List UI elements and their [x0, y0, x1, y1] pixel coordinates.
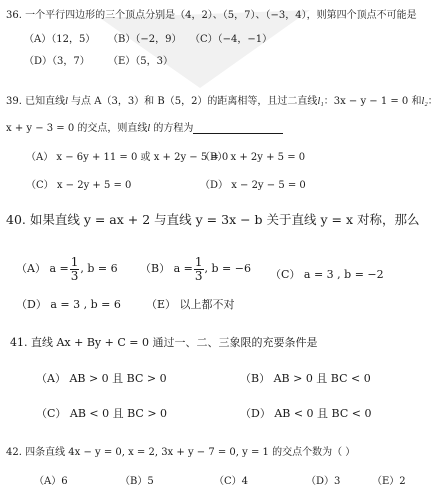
q39-option-a: （A） x − 6y + 11 = 0 或 x + 2y − 5 = 0 [26, 152, 229, 163]
fraction-one-third: $\frac{1}{3}$ [194, 255, 203, 283]
q42-option-b: （B）5 [120, 476, 154, 487]
answer-blank [193, 123, 283, 134]
fraction-one-third: $\frac{1}{3}$ [70, 255, 79, 283]
q39-option-d: （D） x − 2y − 5 = 0 [200, 180, 306, 191]
q40-stem: 40. 如果直线 y = ax + 2 与直线 y = 3x − b 关于直线 y = x 对称，那么 [6, 212, 420, 227]
q36-option-c: （C）（−4，−1） [190, 34, 273, 45]
q42-option-e: （E）2 [372, 476, 406, 487]
q40-option-a: （A） a = $\frac{1}{3}$ , b = 6 [16, 255, 118, 283]
q36-option-a: （A）（12，5） [24, 34, 96, 45]
q40-option-e: （E） 以上都不对 [146, 298, 235, 311]
q36-option-d: （D）（3，7） [24, 56, 90, 67]
q41-stem: 41. 直线 Ax + By + C = 0 通过一、二、三象限的充要条件是 [10, 336, 318, 349]
q41-option-c: （C） AB < 0 且 BC > 0 [36, 407, 168, 420]
q42-stem: 42. 四条直线 4x − y = 0, x = 2, 3x + y − 7 = 0, y = 1 的交点个数为（ ） [6, 447, 356, 458]
q36-stem: 36. 一个平行四边形的三个顶点分别是（4，2）、（5，7）、（−3，4），则第四个顶点不可能是 [6, 10, 417, 21]
q40-option-d: （D） a = 3 , b = 6 [16, 298, 121, 311]
q42-option-c: （C）4 [214, 476, 249, 487]
q41-option-d: （D） AB < 0 且 BC < 0 [240, 407, 372, 420]
q39-option-b: （B） x + 2y + 5 = 0 [200, 152, 306, 163]
q42-option-d: （D）3 [306, 476, 341, 487]
q39-stem-line1: 39. 已知直线l 与点 A（3，3）和 B（5，2）的距离相等，且过二直线l₁：3x − y − 1 = 0 和l₂： [6, 96, 438, 107]
q36-option-b: （B）（−2，9） [108, 34, 182, 45]
q42-option-a: （A）6 [34, 476, 68, 487]
q40-option-c: （C） a = 3 , b = −2 [270, 268, 384, 281]
q41-option-a: （A） AB > 0 且 BC > 0 [36, 372, 167, 385]
q39-option-c: （C） x − 2y + 5 = 0 [26, 180, 132, 191]
q36-option-e: （E）（5，3） [108, 56, 174, 67]
q40-option-b: （B） a = $\frac{1}{3}$ , b = −6 [140, 255, 251, 283]
q39-stem-line2: x + y − 3 = 0 的交点，则直线l 的方程为 [6, 119, 283, 134]
q41-option-b: （B） AB > 0 且 BC < 0 [240, 372, 371, 385]
